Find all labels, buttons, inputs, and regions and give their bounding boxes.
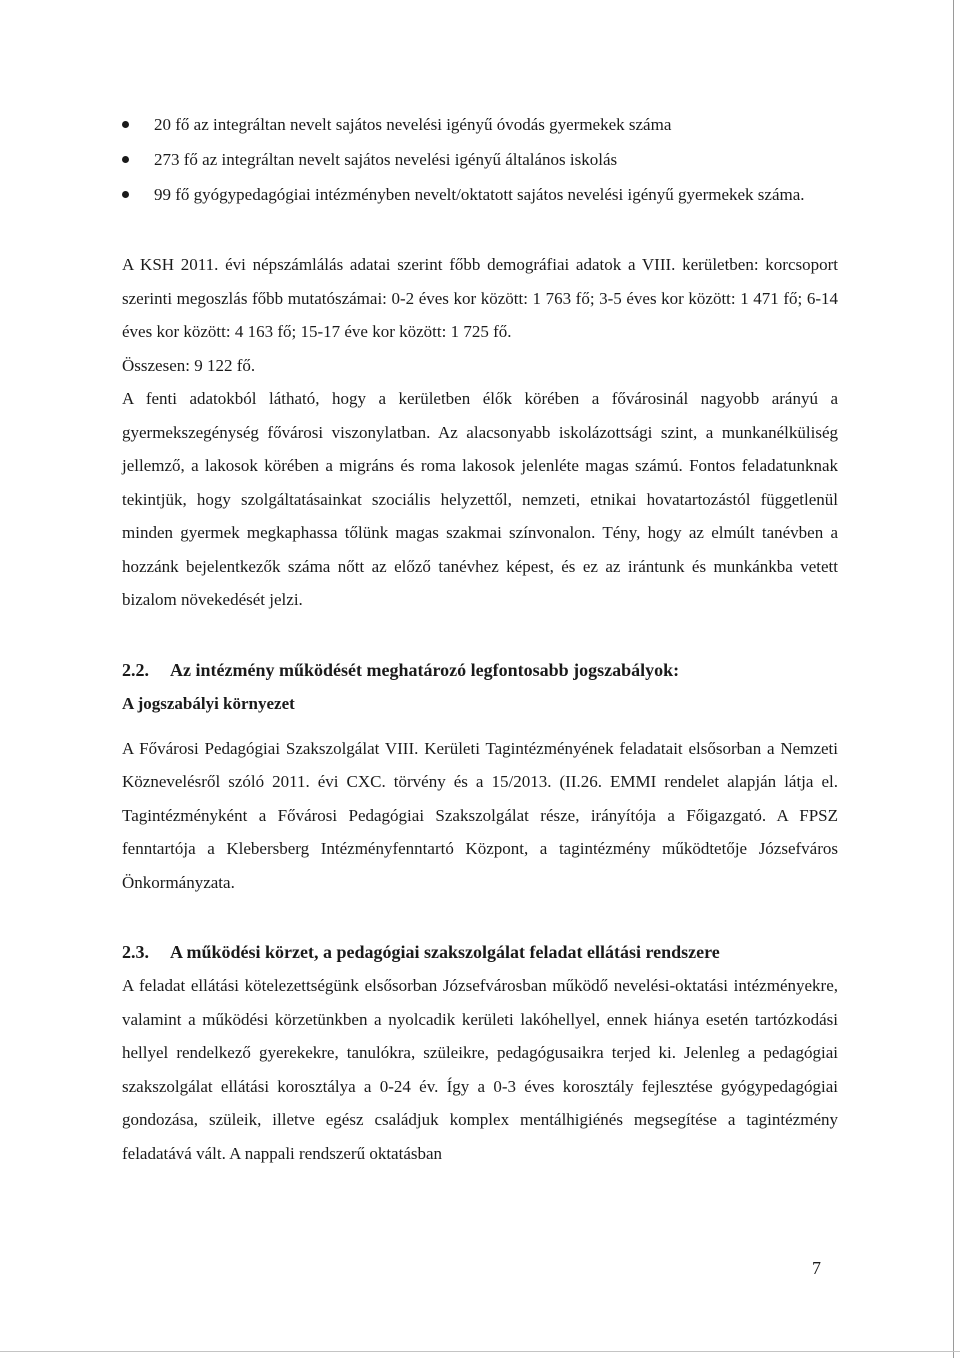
- analysis-paragraph: A fenti adatokból látható, hogy a kerületben élők körében a fővárosinál nagyobb arányú a gyermekszegénység fővárosi viszonylatban. Az alacsonyabb iskolázottsági szint, a munkanélküliség jellemző, a lakosok körében a migráns és roma lakosok jelenléte magas számú. Fontos feladatunknak tekintjük, hogy szolgáltatásainkat szociális helyzettől, nemzeti, etnikai hovatartozástól függetlenül minden gyermek megkaphassa tőlünk magas szakmai színvonalon. Tény, hogy az elmúlt tanévben a hozzánk bejelentkezők száma nőtt az előző tanévhez képest, és ez az irántunk és munkánkba vetett bizalom növekedését jelzi.: [122, 389, 838, 609]
- section-title: Az intézmény működését meghatározó legfontosabb jogszabályok:: [170, 659, 680, 680]
- scope-paragraph: A feladat ellátási kötelezettségünk elsősorban Józsefvárosban működő nevelési-oktatási intézményekre, valamint a működési körzetünkben a nyolcadik kerületi lakóhellyel, ennek hiánya esetén tartózkodási hellyel rendelkező gyerekekre, tanulókra, szüleikre, pedagógusaikra terjed ki. Jelenleg a pedagógiai szakszolgálat ellátási korosztálya a 0-24 év. Így a 0-3 éves korosztály fejlesztése gyógypedagógiai gondozása, szüleik, illetve egész családjuk komplex mentálhigiénés megsegítése a tagintézmény feladatává vált. A nappali rendszerű oktatásban: [122, 976, 838, 1163]
- subsection-heading: A jogszabályi környezet: [122, 693, 295, 713]
- section-title: A működési körzet, a pedagógiai szakszolgálat feladat ellátási rendszere: [170, 942, 720, 962]
- total-paragraph: Összesen: 9 122 fő.: [122, 355, 256, 375]
- list-item: 20 fő az integráltan nevelt sajátos nevelési igényű óvodás gyermekek száma: [122, 107, 838, 142]
- list-item: 99 fő gyógypedagógiai intézményben nevelt/oktatott sajátos nevelési igényű gyermekek száma.: [122, 177, 838, 212]
- page-number: 7: [812, 1258, 821, 1278]
- section-heading-2-3: [122, 935, 838, 969]
- section-heading-2-2: [122, 653, 838, 687]
- section-number: 2.2.: [122, 659, 149, 680]
- scan-edge-bottom: [0, 1351, 960, 1352]
- page-content: [122, 107, 838, 1170]
- legal-paragraph: A Fővárosi Pedagógiai Szakszolgálat VIII. Kerületi Tagintézményének feladatait elsősorban a Nemzeti Köznevelésről szóló 2011. évi CXC. törvény és a 15/2013. (II.26. EMMI rendelet alapján látja el. Tagintézményként a Fővárosi Pedagógiai Szakszolgálat része, irányítója a Főigazgató. A FPSZ fenntartója a Klebersberg Intézményfenntartó Központ, a tagintézmény működtetője Józsefváros Önkormányzata.: [122, 738, 838, 892]
- section-number: 2.3.: [122, 942, 149, 962]
- list-item: 273 fő az integráltan nevelt sajátos nevelési igényű általános iskolás: [122, 142, 838, 177]
- demographics-paragraph: A KSH 2011. évi népszámlálás adatai szerint főbb demográfiai adatok a VIII. kerületben: korcsoport szerinti megoszlás főbb mutatószámai: 0-2 éves kor között: 1 763 fő; 3-5 éves kor között: 1 471 fő; 6-14 éves kor között: 4 163 fő; 15-17 éve kor között: 1 725 fő.: [122, 255, 838, 341]
- bullet-list: [122, 107, 838, 212]
- scan-edge-right: [953, 0, 954, 1358]
